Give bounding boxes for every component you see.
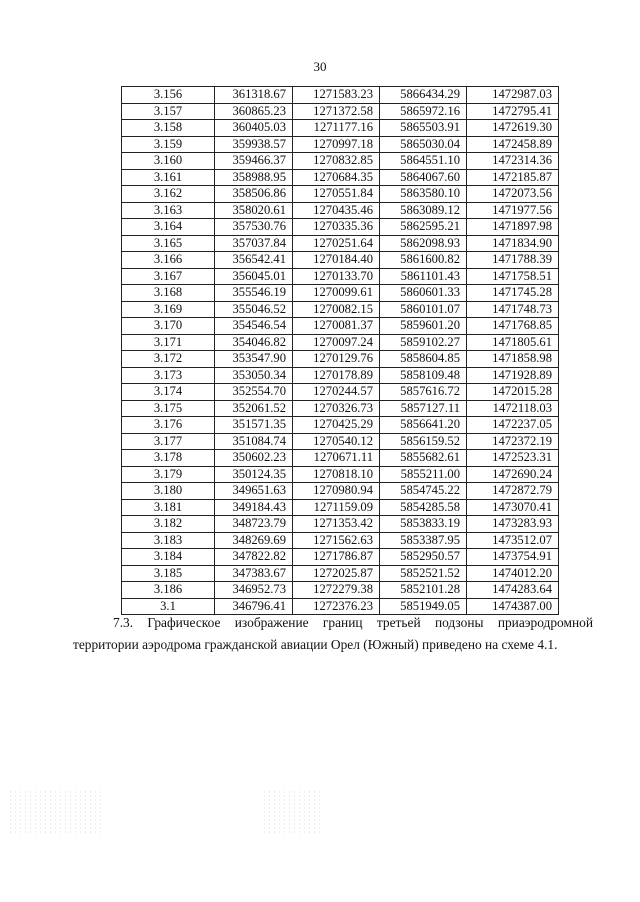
coordinate-cell: 1270997.18 <box>293 136 380 153</box>
coordinate-cell: 1270671.11 <box>293 450 380 467</box>
coordinate-cell: 5861600.82 <box>380 252 467 269</box>
table-row <box>122 450 559 467</box>
coordinate-cell: 1474012.20 <box>467 565 559 582</box>
coordinate-cell: 1271177.16 <box>293 120 380 137</box>
table-row <box>122 516 559 533</box>
coordinate-cell: 360405.03 <box>215 120 293 137</box>
coordinate-cell: 1270129.76 <box>293 351 380 368</box>
point-number-cell: 3.185 <box>122 565 215 582</box>
coordinate-cell: 1270551.84 <box>293 186 380 203</box>
coordinate-cell: 5862595.21 <box>380 219 467 236</box>
point-number-cell: 3.157 <box>122 103 215 120</box>
coordinate-cell: 1472372.19 <box>467 433 559 450</box>
point-number-cell: 3.173 <box>122 367 215 384</box>
table-row <box>122 400 559 417</box>
coordinate-cell: 5864551.10 <box>380 153 467 170</box>
point-number-cell: 3.186 <box>122 582 215 599</box>
coordinate-cell: 5856159.52 <box>380 433 467 450</box>
coordinate-cell: 5853833.19 <box>380 516 467 533</box>
coordinate-cell: 1472523.31 <box>467 450 559 467</box>
coordinate-cell: 360865.23 <box>215 103 293 120</box>
table-row <box>122 87 559 104</box>
coordinate-cell: 352554.70 <box>215 384 293 401</box>
point-number-cell: 3.182 <box>122 516 215 533</box>
coordinates-table <box>121 86 559 615</box>
table-row <box>122 565 559 582</box>
coordinate-cell: 357530.76 <box>215 219 293 236</box>
coordinate-cell: 5860601.33 <box>380 285 467 302</box>
coordinate-cell: 5859102.27 <box>380 334 467 351</box>
coordinate-cell: 1472314.36 <box>467 153 559 170</box>
coordinate-cell: 355546.19 <box>215 285 293 302</box>
coordinate-cell: 1471788.39 <box>467 252 559 269</box>
coordinate-cell: 1270097.24 <box>293 334 380 351</box>
coordinate-cell: 1472185.87 <box>467 169 559 186</box>
coordinate-cell: 1270684.35 <box>293 169 380 186</box>
coordinate-cell: 1474283.64 <box>467 582 559 599</box>
coordinate-cell: 1270832.85 <box>293 153 380 170</box>
coordinate-cell: 347822.82 <box>215 549 293 566</box>
point-number-cell: 3.161 <box>122 169 215 186</box>
coordinate-cell: 5856641.20 <box>380 417 467 434</box>
coordinate-cell: 351084.74 <box>215 433 293 450</box>
table-row <box>122 136 559 153</box>
coordinate-cell: 1473070.41 <box>467 499 559 516</box>
coordinate-cell: 1472015.28 <box>467 384 559 401</box>
coordinate-cell: 5857616.72 <box>380 384 467 401</box>
coordinate-cell: 1270425.29 <box>293 417 380 434</box>
point-number-cell: 3.174 <box>122 384 215 401</box>
coordinate-cell: 355046.52 <box>215 301 293 318</box>
coordinate-cell: 1271786.87 <box>293 549 380 566</box>
coordinate-cell: 1472690.24 <box>467 466 559 483</box>
coordinate-cell: 1270540.12 <box>293 433 380 450</box>
coordinate-cell: 5863089.12 <box>380 202 467 219</box>
coordinate-cell: 354046.82 <box>215 334 293 351</box>
coordinate-cell: 1472619.30 <box>467 120 559 137</box>
point-number-cell: 3.170 <box>122 318 215 335</box>
coordinate-cell: 5865972.16 <box>380 103 467 120</box>
table-row <box>122 318 559 335</box>
point-number-cell: 3.184 <box>122 549 215 566</box>
point-number-cell: 3.1 <box>122 598 215 615</box>
coordinate-cell: 359466.37 <box>215 153 293 170</box>
table-row <box>122 466 559 483</box>
table-row <box>122 120 559 137</box>
coordinate-cell: 346796.41 <box>215 598 293 615</box>
coordinate-cell: 354546.54 <box>215 318 293 335</box>
coordinate-cell: 5852101.28 <box>380 582 467 599</box>
table-row <box>122 202 559 219</box>
coordinate-cell: 1270818.10 <box>293 466 380 483</box>
coordinate-cell: 356542.41 <box>215 252 293 269</box>
coordinate-cell: 5857127.11 <box>380 400 467 417</box>
table-row <box>122 483 559 500</box>
coordinate-cell: 348269.69 <box>215 532 293 549</box>
coordinate-cell: 5863580.10 <box>380 186 467 203</box>
coordinate-cell: 1270244.57 <box>293 384 380 401</box>
coordinate-cell: 5858604.85 <box>380 351 467 368</box>
coordinate-cell: 1270099.61 <box>293 285 380 302</box>
caption-line-1: 7.3. Графическое изображение границ третьей подзоны приаэродромной <box>113 615 593 630</box>
coordinate-cell: 358506.86 <box>215 186 293 203</box>
coordinate-cell: 349184.43 <box>215 499 293 516</box>
coordinate-cell: 5858109.48 <box>380 367 467 384</box>
point-number-cell: 3.176 <box>122 417 215 434</box>
coordinate-cell: 1472458.89 <box>467 136 559 153</box>
point-number-cell: 3.175 <box>122 400 215 417</box>
coordinate-cell: 359938.57 <box>215 136 293 153</box>
coordinate-cell: 5864067.60 <box>380 169 467 186</box>
table-row <box>122 153 559 170</box>
coordinate-cell: 5851949.05 <box>380 598 467 615</box>
scan-noise-left <box>8 790 103 835</box>
coordinate-cell: 5865030.04 <box>380 136 467 153</box>
coordinate-cell: 5866434.29 <box>380 87 467 104</box>
coordinate-cell: 5862098.93 <box>380 235 467 252</box>
coordinate-cell: 349651.63 <box>215 483 293 500</box>
table-row <box>122 186 559 203</box>
coordinate-cell: 5853387.95 <box>380 532 467 549</box>
coordinate-cell: 1472795.41 <box>467 103 559 120</box>
coordinate-cell: 1471834.90 <box>467 235 559 252</box>
section-caption <box>73 612 593 656</box>
table-row <box>122 367 559 384</box>
table-row <box>122 235 559 252</box>
coordinate-cell: 1473283.93 <box>467 516 559 533</box>
coordinate-cell: 1271159.09 <box>293 499 380 516</box>
table-row <box>122 268 559 285</box>
coordinate-cell: 1471748.73 <box>467 301 559 318</box>
table-row <box>122 169 559 186</box>
coordinate-cell: 348723.79 <box>215 516 293 533</box>
coordinate-cell: 1270251.64 <box>293 235 380 252</box>
coordinate-cell: 1471928.89 <box>467 367 559 384</box>
point-number-cell: 3.177 <box>122 433 215 450</box>
coordinate-cell: 5859601.20 <box>380 318 467 335</box>
coordinate-cell: 347383.67 <box>215 565 293 582</box>
coordinate-cell: 350124.35 <box>215 466 293 483</box>
coordinate-cell: 1271353.42 <box>293 516 380 533</box>
coordinate-cell: 1474387.00 <box>467 598 559 615</box>
coordinate-cell: 1272279.38 <box>293 582 380 599</box>
table-row <box>122 433 559 450</box>
coordinates-table-body <box>122 87 559 615</box>
coordinate-cell: 1272376.23 <box>293 598 380 615</box>
coordinate-cell: 351571.35 <box>215 417 293 434</box>
coordinate-cell: 1270178.89 <box>293 367 380 384</box>
coordinate-cell: 1270184.40 <box>293 252 380 269</box>
coordinate-cell: 357037.84 <box>215 235 293 252</box>
table-row <box>122 582 559 599</box>
point-number-cell: 3.158 <box>122 120 215 137</box>
table-row <box>122 334 559 351</box>
table-row <box>122 252 559 269</box>
coordinate-cell: 1471897.98 <box>467 219 559 236</box>
point-number-cell: 3.156 <box>122 87 215 104</box>
table-row <box>122 219 559 236</box>
coordinate-cell: 1271562.63 <box>293 532 380 549</box>
coordinate-cell: 5854745.22 <box>380 483 467 500</box>
coordinate-cell: 5852950.57 <box>380 549 467 566</box>
point-number-cell: 3.169 <box>122 301 215 318</box>
point-number-cell: 3.167 <box>122 268 215 285</box>
coordinate-cell: 1472118.03 <box>467 400 559 417</box>
coordinate-cell: 1271583.23 <box>293 87 380 104</box>
point-number-cell: 3.183 <box>122 532 215 549</box>
coordinate-cell: 361318.67 <box>215 87 293 104</box>
scan-noise-center <box>262 790 322 835</box>
coordinate-cell: 1270980.94 <box>293 483 380 500</box>
table-row <box>122 417 559 434</box>
table-row <box>122 384 559 401</box>
table-row <box>122 499 559 516</box>
point-number-cell: 3.180 <box>122 483 215 500</box>
point-number-cell: 3.168 <box>122 285 215 302</box>
point-number-cell: 3.166 <box>122 252 215 269</box>
coordinate-cell: 352061.52 <box>215 400 293 417</box>
coordinate-cell: 353547.90 <box>215 351 293 368</box>
coordinate-cell: 358020.61 <box>215 202 293 219</box>
coordinate-cell: 1271372.58 <box>293 103 380 120</box>
coordinate-cell: 1472872.79 <box>467 483 559 500</box>
coordinate-cell: 5860101.07 <box>380 301 467 318</box>
coordinate-cell: 1471758.51 <box>467 268 559 285</box>
point-number-cell: 3.172 <box>122 351 215 368</box>
coordinate-cell: 1472987.03 <box>467 87 559 104</box>
coordinate-cell: 1270326.73 <box>293 400 380 417</box>
coordinate-cell: 356045.01 <box>215 268 293 285</box>
page-number: 30 <box>313 59 327 74</box>
point-number-cell: 3.163 <box>122 202 215 219</box>
coordinate-cell: 5855211.00 <box>380 466 467 483</box>
point-number-cell: 3.171 <box>122 334 215 351</box>
coordinate-cell: 1270335.36 <box>293 219 380 236</box>
coordinate-cell: 5865503.91 <box>380 120 467 137</box>
table-row <box>122 532 559 549</box>
coordinate-cell: 1270082.15 <box>293 301 380 318</box>
coordinate-cell: 1471805.61 <box>467 334 559 351</box>
point-number-cell: 3.160 <box>122 153 215 170</box>
table-row <box>122 285 559 302</box>
coordinate-cell: 1472073.56 <box>467 186 559 203</box>
coordinate-cell: 1471858.98 <box>467 351 559 368</box>
coordinate-cell: 358988.95 <box>215 169 293 186</box>
point-number-cell: 3.165 <box>122 235 215 252</box>
coordinate-cell: 5852521.52 <box>380 565 467 582</box>
coordinate-cell: 346952.73 <box>215 582 293 599</box>
point-number-cell: 3.181 <box>122 499 215 516</box>
table-row <box>122 103 559 120</box>
point-number-cell: 3.178 <box>122 450 215 467</box>
coordinate-cell: 1473512.07 <box>467 532 559 549</box>
coordinate-cell: 1473754.91 <box>467 549 559 566</box>
coordinate-cell: 1272025.87 <box>293 565 380 582</box>
point-number-cell: 3.159 <box>122 136 215 153</box>
point-number-cell: 3.179 <box>122 466 215 483</box>
coordinate-cell: 1471768.85 <box>467 318 559 335</box>
point-number-cell: 3.162 <box>122 186 215 203</box>
coordinate-cell: 1270081.37 <box>293 318 380 335</box>
table-row <box>122 549 559 566</box>
coordinate-cell: 1270435.46 <box>293 202 380 219</box>
coordinate-cell: 5855682.61 <box>380 450 467 467</box>
coordinate-cell: 1472237.05 <box>467 417 559 434</box>
coordinate-cell: 1270133.70 <box>293 268 380 285</box>
table-row <box>122 301 559 318</box>
point-number-cell: 3.164 <box>122 219 215 236</box>
caption-line-2: территории аэродрома гражданской авиации Орел (Южный) приведено на схеме 4.1. <box>73 637 558 652</box>
coordinate-cell: 1471745.28 <box>467 285 559 302</box>
coordinate-cell: 5854285.58 <box>380 499 467 516</box>
coordinate-cell: 5861101.43 <box>380 268 467 285</box>
coordinate-cell: 353050.34 <box>215 367 293 384</box>
table-row <box>122 351 559 368</box>
coordinate-cell: 350602.23 <box>215 450 293 467</box>
coordinate-cell: 1471977.56 <box>467 202 559 219</box>
